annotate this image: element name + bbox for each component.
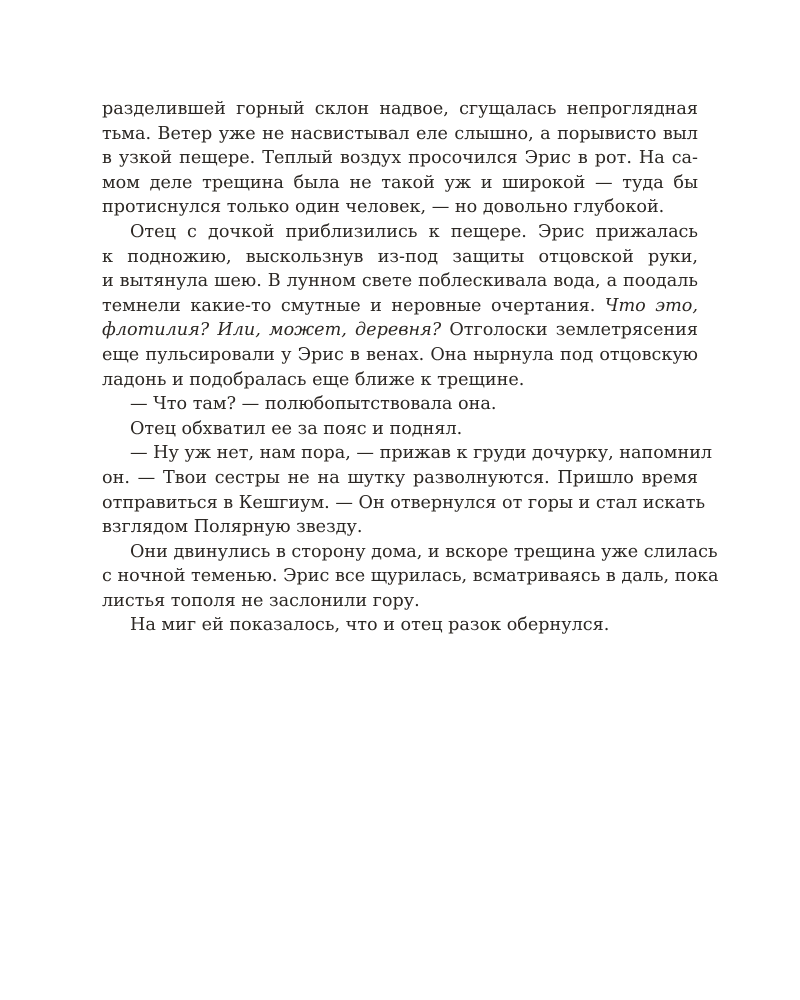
text-line-9-regular: темнели какие-то смутные и неровные очертания. <box>102 295 596 316</box>
text-line-17: отправиться в Кешгиум. — Он отвернулся от горы и стал искать <box>102 492 706 513</box>
text-line-19: Они двинулись в сторону дома, и вскоре трещина уже слилась <box>130 541 718 562</box>
text-line-11: еще пульсировали у Эрис в венах. Она нырнула под отцовскую <box>102 344 698 365</box>
text-line-15: — Ну уж нет, нам пора, — прижав к груди дочурку, напомнил <box>130 443 713 464</box>
text-line-9 <box>102 294 698 319</box>
text-line-12: ладонь и подобралась еще ближе к трещине. <box>102 369 525 390</box>
text-line-9-italic: Что это, <box>604 295 698 316</box>
text-line-3: в узкой пещере. Теплый воздух просочился Эрис в рот. На са- <box>102 148 698 169</box>
text-line-6: Отец с дочкой приблизились к пещере. Эрис прижалась <box>130 221 698 242</box>
text-line-4: мом деле трещина была не такой уж и широкой — туда бы <box>102 172 698 193</box>
text-line-10-italic: флотилия? Или, может, деревня? <box>102 320 442 341</box>
text-line-7: к подножию, выскользнув из-под защиты отцовской руки, <box>102 246 698 267</box>
text-line-10-regular: Отголоски землетрясения <box>441 320 698 341</box>
text-line-8: и вытянула шею. В лунном свете поблескивала вода, а поодаль <box>102 271 698 292</box>
text-line-20: с ночной теменью. Эрис все щурилась, всматриваясь в даль, пока <box>102 566 719 587</box>
text-line-22: На миг ей показалось, что и отец разок обернулся. <box>130 615 610 636</box>
text-line-21: листья тополя не заслонили гору. <box>102 590 420 611</box>
text-line-14: Отец обхватил ее за пояс и поднял. <box>130 418 463 439</box>
page-text <box>102 97 719 638</box>
text-line-5: протиснулся только один человек, — но довольно глубокой. <box>102 197 665 218</box>
text-line-16: он. — Твои сестры не на шутку разволнуются. Пришло время <box>102 467 698 488</box>
text-line-13: — Что там? — полюбопытствовала она. <box>130 394 497 415</box>
text-line-18: взглядом Полярную звезду. <box>102 517 363 538</box>
text-line-1: разделившей горный склон надвое, сгущалась непроглядная <box>102 99 698 119</box>
text-line-10 <box>102 318 698 343</box>
text-line-2: тьма. Ветер уже не насвистывал еле слышно, а порывисто выл <box>102 123 698 144</box>
